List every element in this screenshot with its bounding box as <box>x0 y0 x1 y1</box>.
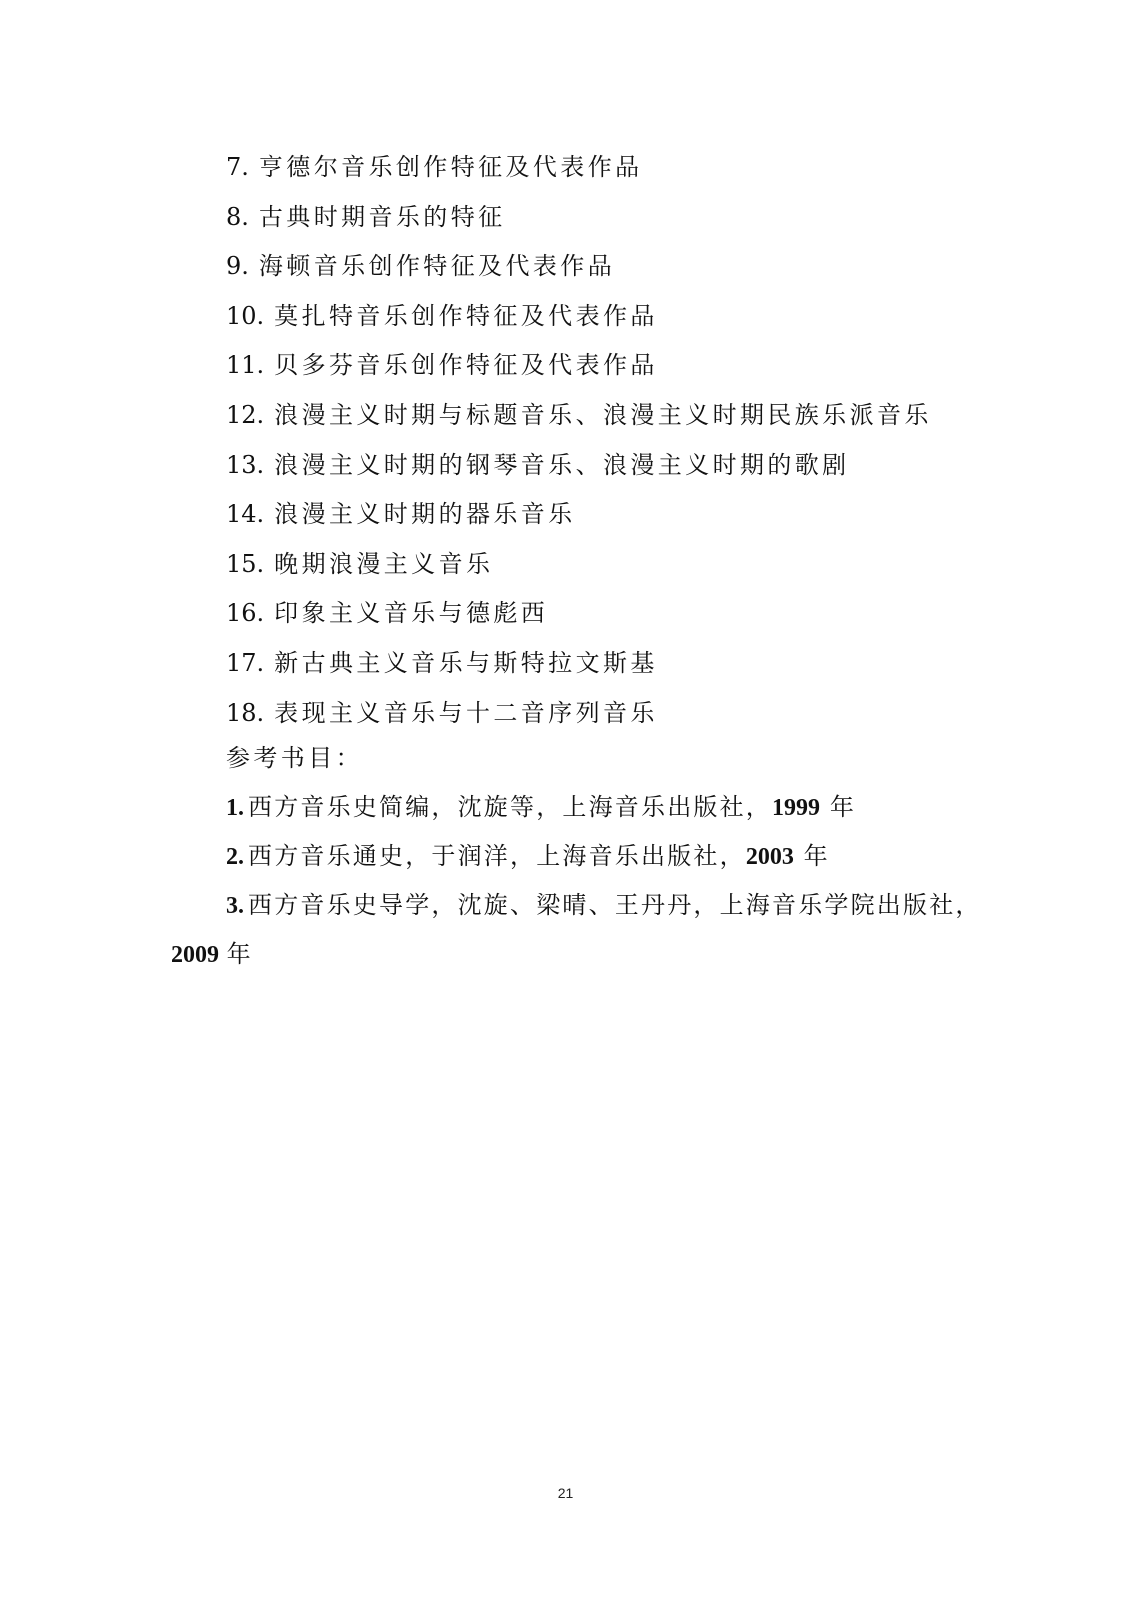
reference-item-continuation <box>171 930 251 979</box>
topic-number: 14. <box>226 500 265 529</box>
topic-number: 11. <box>226 351 265 380</box>
list-item <box>226 292 986 342</box>
topic-text: 表现主义音乐与十二音序列音乐 <box>274 698 658 727</box>
topic-number: 8. <box>226 202 249 231</box>
reference-year-suffix: 年 <box>803 842 830 870</box>
list-item <box>226 193 986 243</box>
reference-item <box>226 832 830 881</box>
list-item <box>226 242 986 292</box>
topic-number: 17. <box>226 648 265 677</box>
topic-number: 10. <box>226 301 265 330</box>
topic-text: 浪漫主义时期与标题音乐、浪漫主义时期民族乐派音乐 <box>274 400 932 429</box>
topic-text: 印象主义音乐与德彪西 <box>274 599 549 628</box>
list-item <box>226 589 986 639</box>
reference-year: 2009 <box>171 942 219 968</box>
topic-text: 晚期浪漫主义音乐 <box>274 549 494 578</box>
reference-year-suffix: 年 <box>226 940 251 968</box>
list-item <box>226 490 986 540</box>
topic-text: 浪漫主义时期的钢琴音乐、浪漫主义时期的歌剧 <box>274 450 850 479</box>
reference-text: 西方音乐史导学，沈旋、梁晴、王丹丹，上海音乐学院出版社， <box>248 891 982 919</box>
references-heading: 参考书目： <box>226 744 363 772</box>
list-item <box>226 689 986 739</box>
reference-item <box>226 783 856 832</box>
topic-number: 12. <box>226 400 265 429</box>
list-item <box>226 639 986 689</box>
reference-year-suffix: 年 <box>829 793 857 821</box>
topic-number: 13. <box>226 450 265 479</box>
reference-number: 1. <box>226 795 244 821</box>
list-item <box>226 341 986 391</box>
topic-number: 18. <box>226 698 265 727</box>
reference-item <box>226 881 982 930</box>
topic-text: 莫扎特音乐创作特征及代表作品 <box>274 301 658 330</box>
topic-text: 贝多芬音乐创作特征及代表作品 <box>274 351 658 380</box>
topic-number: 15. <box>226 549 265 578</box>
topic-number: 16. <box>226 599 265 628</box>
topic-number: 7. <box>226 153 249 181</box>
topic-text: 古典时期音乐的特征 <box>258 202 506 231</box>
page-number: 21 <box>557 1485 574 1501</box>
list-item <box>226 540 986 590</box>
list-item <box>226 143 986 193</box>
reference-text: 西方音乐史简编，沈旋等，上海音乐出版社， <box>248 793 772 821</box>
reference-number: 2. <box>226 844 244 870</box>
reference-year: 1999 <box>772 795 820 821</box>
list-item <box>226 391 986 441</box>
topic-text: 新古典主义音乐与斯特拉文斯基 <box>274 648 658 677</box>
topic-text: 亨德尔音乐创作特征及代表作品 <box>258 153 643 181</box>
topic-list <box>226 143 986 738</box>
topic-text: 海顿音乐创作特征及代表作品 <box>258 252 616 281</box>
list-item <box>226 441 986 491</box>
reference-year: 2003 <box>745 844 794 870</box>
reference-number: 3. <box>226 893 244 919</box>
topic-text: 浪漫主义时期的器乐音乐 <box>274 500 576 529</box>
reference-text: 西方音乐通史，于润洋，上海音乐出版社， <box>248 842 746 870</box>
topic-number: 9. <box>226 252 249 281</box>
